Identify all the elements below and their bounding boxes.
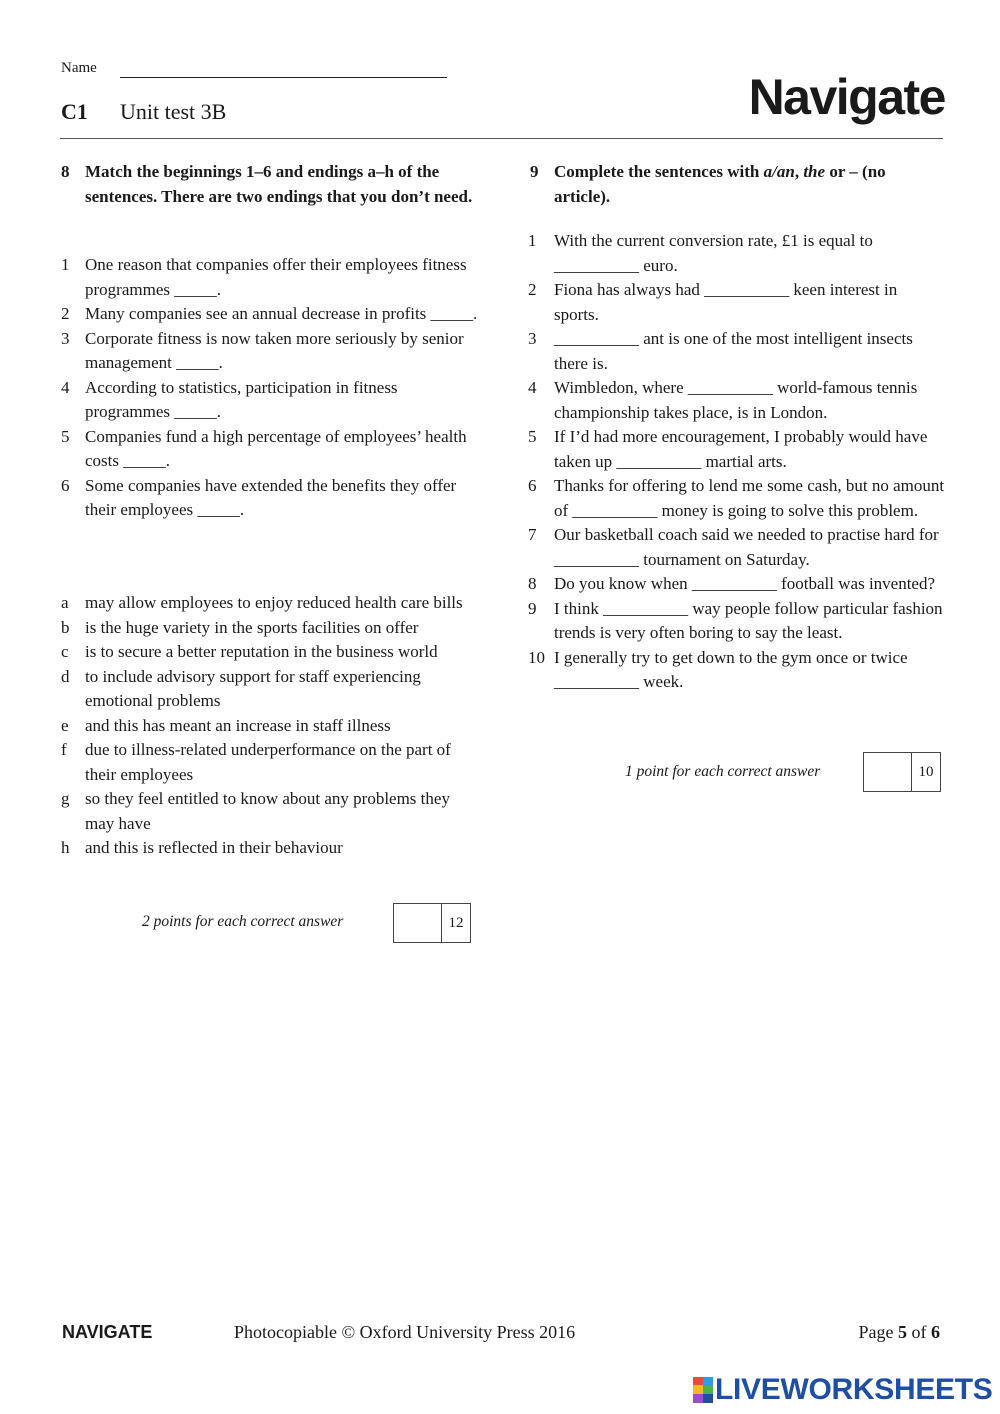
gap-fill-sentence-number: 2 (528, 280, 537, 299)
sentence-ending (61, 665, 481, 714)
sentence-beginning-text: One reason that companies offer their employees fitness programmes _____. (85, 255, 467, 299)
sentence-ending (61, 714, 481, 739)
sentence-beginning-text: Companies fund a high percentage of employees’ health costs _____. (85, 426, 467, 470)
level-label: C1 (61, 99, 88, 124)
question-9-sentences (530, 229, 945, 695)
name-label: Name (61, 60, 97, 76)
header-divider (60, 138, 943, 139)
gap-fill-sentence-text: Our basketball coach said we needed to practise hard for __________ tournament on Saturday. (554, 525, 939, 569)
question-8-instruction (61, 160, 481, 209)
sentence-ending-number: e (61, 715, 69, 735)
sentence-ending-number: f (61, 740, 67, 759)
question-8-text: Match the beginnings 1–6 and endings a–h of the sentences. There are two endings that you don’t need. (85, 162, 473, 206)
sentence-ending-number: b (61, 617, 70, 637)
sentence-ending (61, 787, 481, 836)
question-9-points-note: 1 point for each correct answer (625, 763, 821, 780)
gap-fill-sentence-text: I generally try to get down to the gym once or twice __________ week. (554, 647, 908, 691)
footer-copyright: Photocopiable © Oxford University Press 2016 (234, 1322, 576, 1342)
sentence-beginning (61, 327, 481, 376)
sentence-beginning-number: 3 (61, 328, 70, 348)
sentence-ending-number: c (61, 642, 69, 661)
sentence-beginning (61, 376, 481, 425)
sentence-beginning-number: 6 (61, 475, 70, 495)
sentence-beginning-number: 2 (61, 304, 70, 323)
gap-fill-sentence (530, 278, 945, 327)
sentence-ending-text: is the huge variety in the sports facilities on offer (85, 617, 419, 637)
icon-tile (693, 1385, 703, 1394)
question-8-beginnings (61, 253, 481, 523)
gap-fill-sentence (530, 229, 945, 278)
gap-fill-sentence-text: If I’d had more encouragement, I probably would have taken up __________ martial arts. (554, 427, 928, 471)
sentence-beginning-number: 4 (61, 377, 70, 397)
gap-fill-sentence (530, 474, 945, 523)
gap-fill-sentence-number: 3 (528, 329, 537, 348)
gap-fill-sentence (530, 425, 945, 474)
question-8-points-note: 2 points for each correct answer (142, 913, 344, 930)
sentence-ending (61, 640, 481, 665)
icon-tile (703, 1385, 713, 1394)
gap-fill-sentence (530, 376, 945, 425)
footer-brand: NAVIGATE (62, 1322, 153, 1342)
gap-fill-sentence (530, 523, 945, 572)
footer-page-number: Page 5 of 6 (858, 1322, 940, 1342)
sentence-beginning-number: 5 (61, 426, 70, 446)
sentence-beginning (61, 474, 481, 523)
gap-fill-sentence-number: 4 (528, 378, 537, 397)
sentence-beginning (61, 302, 481, 327)
sentence-ending-text: to include advisory support for staff experiencing emotional problems (85, 666, 421, 710)
sentence-beginning (61, 253, 481, 302)
sentence-ending-text: due to illness-related underperformance on the part of their employees (85, 740, 451, 784)
navigate-logo: Navigate (748, 69, 945, 125)
question-8-score-input[interactable] (394, 904, 442, 942)
gap-fill-sentence-text: Wimbledon, where __________ world-famous tennis championship takes place, is in London. (554, 378, 918, 422)
sentence-beginning-text: Many companies see an annual decrease in profits _____. (85, 304, 478, 323)
gap-fill-sentence-number: 8 (528, 574, 537, 593)
icon-tile (693, 1394, 703, 1403)
question-9-text: Complete the sentences with a/an, the or – (no article). (554, 162, 886, 206)
sentence-ending-number: h (61, 838, 70, 857)
icon-tile (693, 1377, 703, 1385)
gap-fill-sentence-text: With the current conversion rate, £1 is equal to __________ euro. (554, 231, 873, 275)
question-8-score-box (393, 903, 471, 943)
question-9-number: 9 (530, 162, 539, 181)
liveworksheets-text: LIVEWORKSHEETS (715, 1373, 993, 1406)
gap-fill-sentence (530, 327, 945, 376)
sentence-ending-text: is to secure a better reputation in the business world (85, 642, 438, 661)
liveworksheets-watermark (693, 1373, 993, 1407)
gap-fill-sentence (530, 646, 945, 695)
gap-fill-sentence-number: 5 (528, 427, 537, 446)
sentence-beginning-number: 1 (61, 255, 70, 274)
sentence-ending-text: may allow employees to enjoy reduced health care bills (85, 593, 463, 612)
sentence-beginning-text: Corporate fitness is now taken more seriously by senior management _____. (85, 328, 464, 372)
gap-fill-sentence-text: __________ ant is one of the most intelligent insects there is. (554, 329, 913, 373)
gap-fill-sentence-text: Thanks for offering to lend me some cash, but no amount of __________ money is going to solve this problem. (554, 476, 945, 520)
sentence-ending (61, 616, 481, 641)
sentence-beginning-text: Some companies have extended the benefits they offer their employees _____. (85, 475, 457, 519)
gap-fill-sentence-text: Fiona has always had __________ keen interest in sports. (554, 280, 898, 324)
sentence-ending-number: g (61, 789, 70, 808)
question-9-score-box (863, 752, 941, 792)
gap-fill-sentence (530, 597, 945, 646)
question-9-instruction (530, 160, 945, 209)
liveworksheets-icon (693, 1377, 713, 1403)
question-9-max-score: 10 (918, 763, 934, 780)
name-line (120, 77, 447, 78)
question-8-number: 8 (61, 162, 70, 181)
sentence-ending (61, 591, 481, 616)
gap-fill-sentence-text: I think __________ way people follow particular fashion trends is very often boring to say the least. (554, 598, 943, 642)
gap-fill-sentence (530, 572, 945, 597)
gap-fill-sentence-number: 9 (528, 598, 537, 618)
icon-tile (703, 1394, 713, 1403)
sentence-ending-text: so they feel entitled to know about any problems they may have (85, 789, 450, 833)
icon-tile (703, 1377, 713, 1385)
sentence-beginning (61, 425, 481, 474)
unit-title: Unit test 3B (120, 99, 227, 124)
sentence-ending-number: d (61, 666, 70, 686)
gap-fill-sentence-text: Do you know when __________ football was invented? (554, 574, 936, 593)
sentence-ending-text: and this has meant an increase in staff illness (85, 715, 391, 735)
gap-fill-sentence-number: 6 (528, 476, 537, 495)
question-8-endings (61, 591, 481, 861)
gap-fill-sentence-number: 7 (528, 525, 537, 544)
gap-fill-sentence-number: 10 (528, 647, 545, 667)
sentence-beginning-text: According to statistics, participation in fitness programmes _____. (85, 377, 398, 421)
question-9-score-input[interactable] (864, 753, 912, 791)
sentence-ending-number: a (61, 593, 69, 612)
sentence-ending-text: and this is reflected in their behaviour (85, 838, 343, 857)
question-8-max-score: 12 (448, 914, 464, 931)
gap-fill-sentence-number: 1 (528, 231, 537, 250)
sentence-ending (61, 738, 481, 787)
sentence-ending (61, 836, 481, 861)
